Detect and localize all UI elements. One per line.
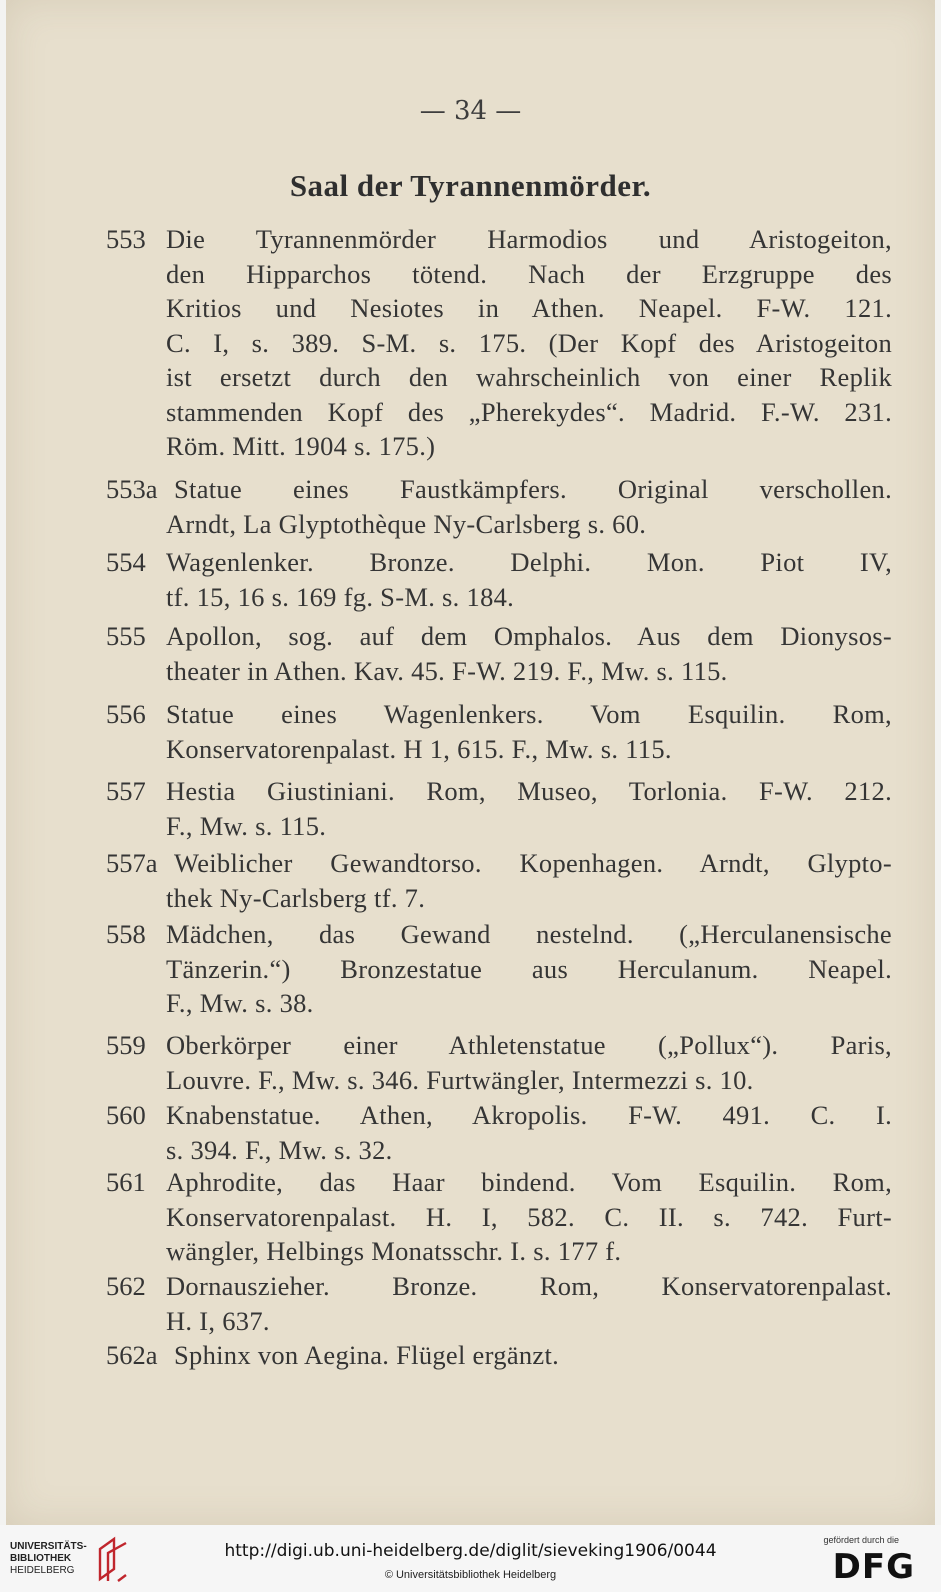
entry-text-line: C. I, s. 389. S-M. s. 175. (Der Kopf des Aristogeiton xyxy=(166,327,892,358)
entry-number: 562a xyxy=(106,1340,158,1370)
entry-text-line: stammenden Kopf des „Pherekydes“. Madrid. F.-W. 231. xyxy=(166,396,892,427)
entry-number: 553a xyxy=(106,474,158,504)
entry-text-line: s. 394. F., Mw. s. 32. xyxy=(166,1134,393,1165)
entry-text-line: Konservatorenpalast. H. I, 582. C. II. s. 742. Furt- xyxy=(166,1201,892,1232)
entry-number: 561 xyxy=(106,1167,146,1197)
entry-text-line: Weiblicher Gewandtorso. Kopenhagen. Arndt, Glypto- xyxy=(174,848,892,878)
viewer-footer xyxy=(0,1525,941,1592)
entry-text-line: Statue eines Wagenlenkers. Vom Esquilin. Rom, xyxy=(166,699,892,729)
entry-number: 556 xyxy=(106,699,146,729)
entry-number: 560 xyxy=(106,1100,146,1130)
section-heading: Saal der Tyrannenmörder. xyxy=(289,168,652,203)
entry-text-line: Oberkörper einer Athletenstatue („Pollux“). Paris, xyxy=(166,1030,892,1060)
entry-text-line: Knabenstatue. Athen, Akropolis. F-W. 491. C. I. xyxy=(166,1100,892,1130)
entry-text-line: wängler, Helbings Monatsschr. I. s. 177 f. xyxy=(166,1236,622,1266)
funded-by-label: gefördert durch die xyxy=(823,1535,899,1545)
copyright-notice: © Universitätsbibliothek Heidelberg xyxy=(384,1569,557,1581)
entry-text-line: Röm. Mitt. 1904 s. 175.) xyxy=(166,431,436,461)
entry-text-line: Die Tyrannenmörder Harmodios und Aristogeiton, xyxy=(166,224,892,254)
entry-text-line: F., Mw. s. 38. xyxy=(166,988,314,1018)
entry-text-line: Mädchen, das Gewand nestelnd. („Herculanensische xyxy=(166,919,892,949)
entry-number: 553 xyxy=(106,224,146,254)
page-number: — 34 — xyxy=(419,96,522,126)
entry-text-line: Konservatorenpalast. H 1, 615. F., Mw. s. 115. xyxy=(166,733,672,764)
entry-text-line: Dornauszieher. Bronze. Rom, Konservatorenpalast. xyxy=(166,1271,892,1301)
library-name-line3: HEIDELBERG xyxy=(10,1565,75,1576)
dfg-logo: DFG xyxy=(832,1547,915,1587)
entry-text-line: tf. 15, 16 s. 169 fg. S-M. s. 184. xyxy=(166,581,515,612)
entry-text-line: den Hipparchos tötend. Nach der Erzgruppe des xyxy=(166,258,892,289)
entry-text-line: Kritios und Nesiotes in Athen. Neapel. F-W. 121. xyxy=(166,293,892,323)
entry-number: 558 xyxy=(106,919,146,949)
entry-text-line: Wagenlenker. Bronze. Delphi. Mon. Piot IV, xyxy=(166,547,892,577)
library-name-line1: UNIVERSITÄTS- xyxy=(10,1541,87,1552)
entry-number: 557 xyxy=(106,776,146,806)
entry-text-line: Statue eines Faustkämpfers. Original verschollen. xyxy=(174,474,892,504)
entry-number: 559 xyxy=(106,1030,146,1060)
entry-text-line: Louvre. F., Mw. s. 346. Furtwängler, Intermezzi s. 10. xyxy=(166,1064,754,1095)
entry-text-line: thek Ny-Carlsberg tf. 7. xyxy=(166,882,426,913)
scanned-page xyxy=(6,0,935,1525)
entry-text-line: Apollon, sog. auf dem Omphalos. Aus dem Dionysos- xyxy=(166,621,892,651)
entry-text-line: ist ersetzt durch den wahrscheinlich von einer Replik xyxy=(166,362,892,392)
entry-number: 557a xyxy=(106,848,158,878)
entry-text-line: H. I, 637. xyxy=(166,1305,270,1336)
library-name-line2: BIBLIOTHEK xyxy=(10,1553,72,1564)
entry-text-line: F., Mw. s. 115. xyxy=(166,810,327,841)
entry-text-line: Tänzerin.“) Bronzestatue aus Herculanum. Neapel. xyxy=(166,953,892,984)
entry-text-line: Arndt, La Glyptothèque Ny-Carlsberg s. 60. xyxy=(166,508,647,539)
entry-text-line: theater in Athen. Kav. 45. F-W. 219. F., Mw. s. 115. xyxy=(166,655,728,686)
entry-text-line: Sphinx von Aegina. Flügel ergänzt. xyxy=(174,1340,560,1370)
entry-number: 562 xyxy=(106,1271,146,1301)
entry-text-line: Aphrodite, das Haar bindend. Vom Esquilin. Rom, xyxy=(166,1167,892,1197)
permalink-url[interactable]: http://digi.ub.uni-heidelberg.de/diglit/sieveking1906/0044 xyxy=(224,1541,717,1561)
entry-text-line: Hestia Giustiniani. Rom, Museo, Torlonia. F-W. 212. xyxy=(166,776,892,806)
entry-number: 555 xyxy=(106,621,146,651)
entry-number: 554 xyxy=(106,547,146,577)
